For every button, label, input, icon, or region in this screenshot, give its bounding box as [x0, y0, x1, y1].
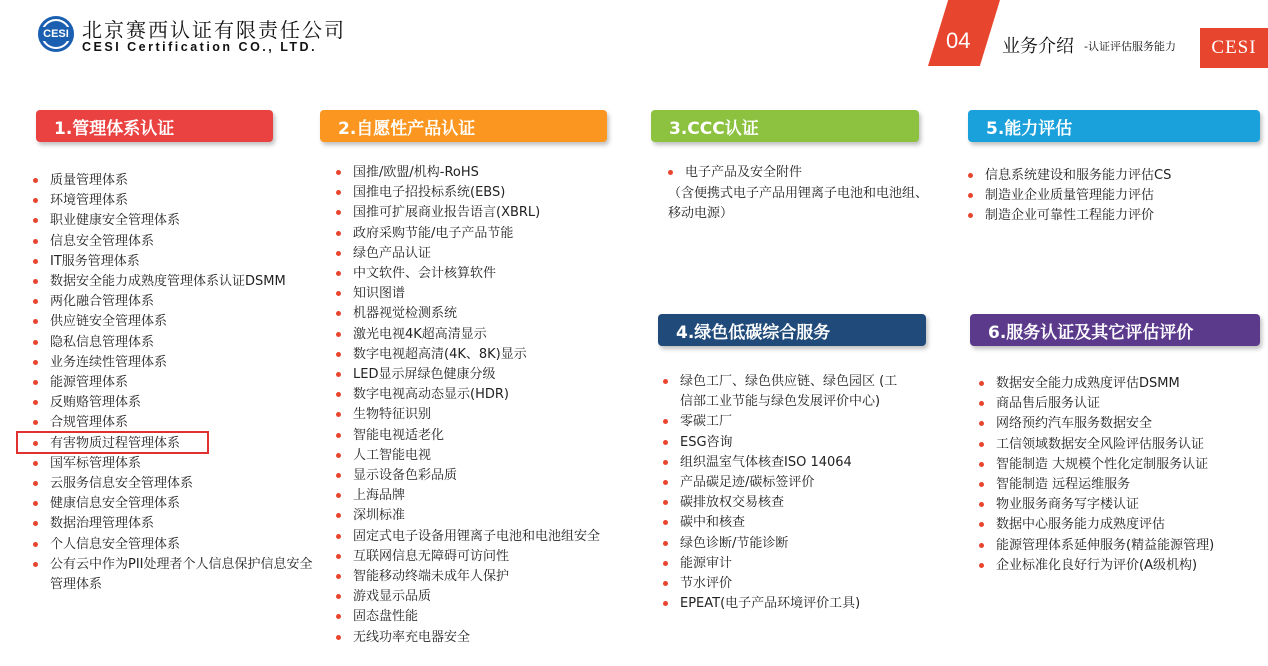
- ccc-note: （含便携式电子产品用锂离子电池和电池组、移动电源）: [668, 186, 929, 221]
- list-item: 互联网信息无障碍可访问性: [336, 547, 600, 567]
- list-item: 固定式电子设备用锂离子电池和电池组安全: [336, 527, 600, 547]
- list-item: 制造企业可靠性工程能力评价: [968, 206, 1171, 226]
- list-item: 智能制造 大规模个性化定制服务认证: [979, 455, 1214, 475]
- list-item: 游戏显示品质: [336, 587, 600, 607]
- list-item: 质量管理体系: [33, 171, 318, 191]
- list-item: 业务连续性管理体系: [33, 353, 318, 373]
- cesi-logo-icon: CESI: [38, 16, 74, 52]
- list-item: 国军标管理体系: [33, 454, 318, 474]
- list-item: 零碳工厂: [663, 412, 910, 432]
- list-item: 企业标准化良好行为评价(A级机构): [979, 556, 1214, 576]
- list-item: 商品售后服务认证: [979, 394, 1214, 414]
- list-item: 合规管理体系: [33, 413, 318, 433]
- list-item: 数据安全能力成熟度管理体系认证DSMM: [33, 272, 318, 292]
- list-item: 数据中心服务能力成熟度评估: [979, 515, 1214, 535]
- list-item: 智能移动终端未成年人保护: [336, 567, 600, 587]
- list-item: 工信领域数据安全风险评估服务认证: [979, 435, 1214, 455]
- company-name-cn: 北京赛西认证有限责任公司: [82, 18, 346, 42]
- category-header-voluntary-product: 2.自愿性产品认证: [320, 110, 607, 142]
- green-lowcarbon-list: [663, 372, 910, 614]
- list-item: 能源管理体系延伸服务(精益能源管理): [979, 536, 1214, 556]
- list-item: 供应链安全管理体系: [33, 312, 318, 332]
- list-item: 两化融合管理体系: [33, 292, 318, 312]
- list-item: 碳排放权交易核查: [663, 493, 910, 513]
- section-subtitle: -认证评估服务能力: [1084, 40, 1176, 53]
- list-item-highlighted: 有害物质过程管理体系: [33, 434, 318, 454]
- list-item: 制造业企业质量管理能力评估: [968, 186, 1171, 206]
- highlight-box: [16, 431, 209, 454]
- list-item: 能源审计: [663, 554, 910, 574]
- category-header-green-lowcarbon: 4.绿色低碳综合服务: [658, 314, 926, 346]
- list-item: 数据安全能力成熟度评估DSMM: [979, 374, 1214, 394]
- list-item: 国推/欧盟/机构-RoHS: [336, 163, 600, 183]
- list-item: 上海品牌: [336, 486, 600, 506]
- list-item: 人工智能电视: [336, 446, 600, 466]
- category-header-management: 1.管理体系认证: [36, 110, 273, 142]
- list-item: 政府采购节能/电子产品节能: [336, 224, 600, 244]
- section-title: 业务介绍: [1002, 36, 1074, 57]
- list-item: 机器视觉检测系统: [336, 304, 600, 324]
- list-item: 环境管理体系: [33, 191, 318, 211]
- list-item: 能源管理体系: [33, 373, 318, 393]
- list-item: 云服务信息安全管理体系: [33, 474, 318, 494]
- list-item: ESG咨询: [663, 433, 910, 453]
- list-item: 显示设备色彩品质: [336, 466, 600, 486]
- list-item: 电子产品及安全附件: [668, 163, 802, 183]
- list-item: 信息系统建设和服务能力评估CS: [968, 166, 1171, 186]
- list-item: LED显示屏绿色健康分级: [336, 365, 600, 385]
- list-item: 数据治理管理体系: [33, 514, 318, 534]
- list-item: 网络预约汽车服务数据安全: [979, 414, 1214, 434]
- ccc-list: [668, 163, 802, 183]
- list-item: 智能电视适老化: [336, 426, 600, 446]
- list-item: 绿色诊断/节能诊断: [663, 534, 910, 554]
- list-item: 节水评价: [663, 574, 910, 594]
- list-item: 数字电视超高清(4K、8K)显示: [336, 345, 600, 365]
- list-item: 物业服务商务写字楼认证: [979, 495, 1214, 515]
- category-header-service-cert: 6.服务认证及其它评估评价: [970, 314, 1260, 346]
- list-item: 产品碳足迹/碳标签评价: [663, 473, 910, 493]
- list-item: 公有云中作为PII处理者个人信息保护信息安全管理体系: [33, 555, 318, 595]
- list-item: 组织温室气体核查ISO 14064: [663, 453, 910, 473]
- list-item: 中文软件、会计核算软件: [336, 264, 600, 284]
- list-item: 数字电视高动态显示(HDR): [336, 385, 600, 405]
- capability-list: [968, 166, 1171, 227]
- list-item: 无线功率充电器安全: [336, 628, 600, 648]
- list-item: 固态盘性能: [336, 607, 600, 627]
- company-name-en: CESI Certification CO., LTD.: [82, 40, 318, 54]
- voluntary-product-list: [336, 163, 600, 648]
- list-item: 个人信息安全管理体系: [33, 535, 318, 555]
- list-item: IT服务管理体系: [33, 252, 318, 272]
- list-item: 健康信息安全管理体系: [33, 494, 318, 514]
- list-item: 信息安全管理体系: [33, 232, 318, 252]
- management-list: [33, 171, 318, 595]
- list-item: 智能制造 远程运维服务: [979, 475, 1214, 495]
- list-item: 国推电子招投标系统(EBS): [336, 183, 600, 203]
- list-item: EPEAT(电子产品环境评价工具): [663, 594, 910, 614]
- list-item: 绿色产品认证: [336, 244, 600, 264]
- brand-tag: CESI: [1200, 28, 1268, 68]
- category-header-capability: 5.能力评估: [968, 110, 1260, 142]
- list-item: 绿色工厂、绿色供应链、绿色园区 (工信部工业节能与绿色发展评价中心): [663, 372, 910, 412]
- list-item: 深圳标准: [336, 506, 600, 526]
- list-item: 国推可扩展商业报告语言(XBRL): [336, 203, 600, 223]
- list-item: 职业健康安全管理体系: [33, 211, 318, 231]
- category-header-ccc: 3.CCC认证: [651, 110, 919, 142]
- section-number: 04: [946, 28, 971, 53]
- service-cert-list: [979, 374, 1214, 576]
- list-item: 碳中和核查: [663, 513, 910, 533]
- list-item: 知识图谱: [336, 284, 600, 304]
- list-item: 隐私信息管理体系: [33, 333, 318, 353]
- list-item: 反贿赂管理体系: [33, 393, 318, 413]
- list-item: 激光电视4K超高清显示: [336, 325, 600, 345]
- list-item: 生物特征识别: [336, 405, 600, 425]
